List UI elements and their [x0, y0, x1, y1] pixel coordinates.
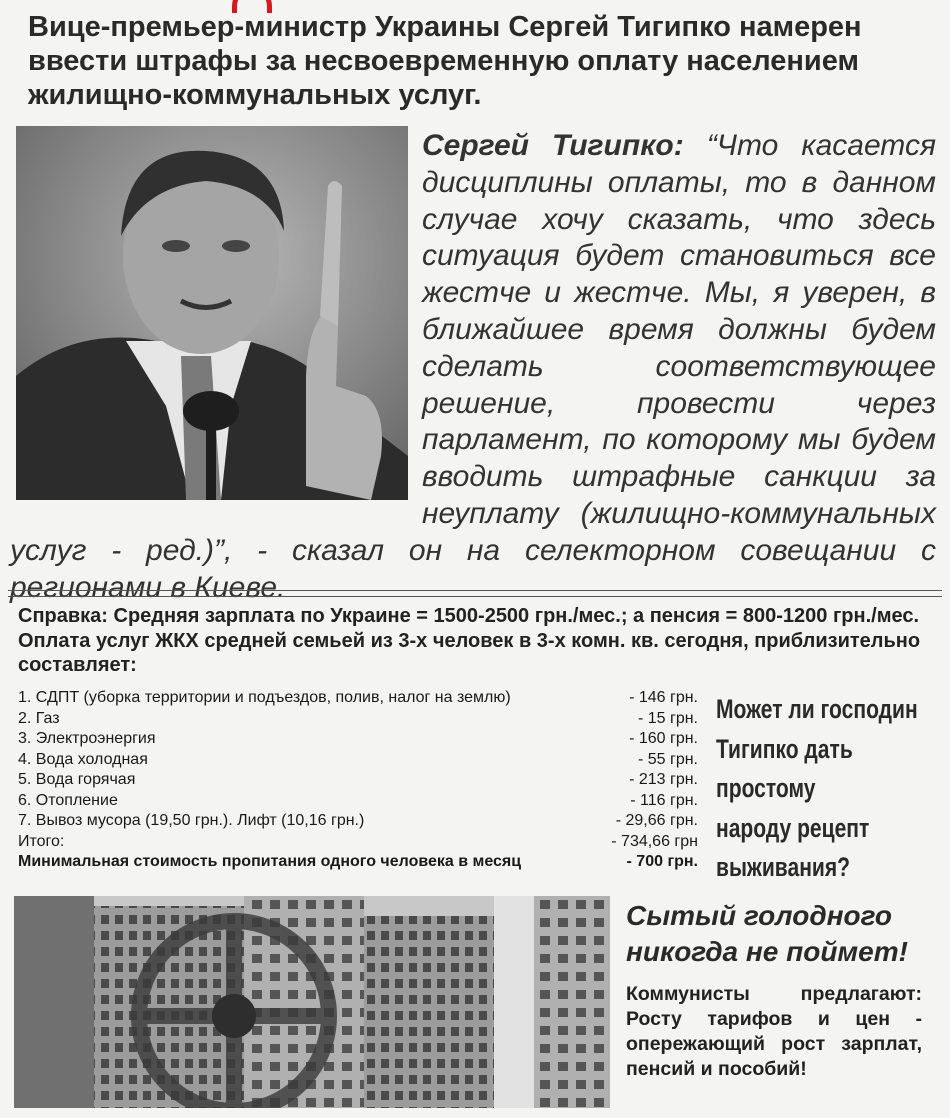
- cost-row: [18, 811, 700, 832]
- quote-block: [10, 128, 936, 606]
- cost-label: 2. Газ: [18, 709, 60, 727]
- food-cost-row: [18, 852, 700, 873]
- cost-row: [18, 709, 700, 730]
- cost-amount: - 15 грн.: [637, 709, 698, 727]
- headline: Вице-премьер-министр Украины Сергей Тигипко намерен ввести штрафы за несвоевременную оплату населением жилищно-коммунальных услуг.: [28, 11, 862, 111]
- quote-text: “Что касается дисциплины оплаты, то в данном случае хочу сказать, что здесь ситуация будет становиться все жестче и жестче. Мы, я уверен, в ближайшее время должны будем сделать соответствующее решение, провести через парламент, по которому мы будем вводить штрафные санкции за неуплату (жилищно-коммунальных услуг - ред.)”, - сказал он на селекторном совещании с регионами в Киеве.: [10, 129, 936, 604]
- cost-amount: - 213 грн.: [629, 771, 698, 788]
- cost-row: [18, 688, 700, 709]
- cost-label: 4. Вода холодная: [18, 750, 148, 768]
- cost-amount: - 146 грн.: [629, 689, 698, 706]
- cost-label: Минимальная стоимость пропитания одного человека в месяц: [18, 853, 522, 870]
- quote-author: Сергей Тигипко:: [422, 129, 684, 162]
- cost-amount: - 29,66 грн.: [615, 812, 698, 829]
- photo-apartment-buildings: [14, 896, 610, 1108]
- cost-row: [18, 770, 700, 791]
- utility-costs-list: [18, 688, 700, 873]
- cost-label: 5. Вода горячая: [18, 771, 136, 788]
- question-block: [716, 690, 950, 888]
- slogan: Сытый голодного никогда не поймет!: [626, 900, 908, 967]
- divider-line-bottom: [8, 596, 942, 597]
- question-line: Может ли господин: [716, 694, 918, 724]
- info-note: Справка: Средняя зарплата по Украине = 1500-2500 грн./мес.; а пенсия = 800-1200 грн./мес. Оплата услуг ЖКХ средней семьей из 3-х человек в 3-х комн. кв. сегодня, приблизительно составляет:: [18, 605, 921, 676]
- cost-label: 7. Вывоз мусора (19,50 грн.). Лифт (10,16 грн.): [18, 812, 365, 829]
- communists-appeal: Коммунисты предлагают: Росту тарифов и цен - опережающий рост зарплат, пенсий и пособий!: [626, 983, 922, 1080]
- question-line: народу рецепт: [716, 812, 870, 843]
- question-line: выживания?: [716, 852, 851, 882]
- cost-label: 6. Отопление: [18, 791, 118, 809]
- question-line: Тигипко дать: [716, 733, 853, 764]
- cost-amount: - 700 грн.: [626, 853, 698, 870]
- cost-label: Итого:: [18, 832, 65, 850]
- cost-row: [18, 729, 700, 750]
- cost-total-row: [18, 832, 700, 853]
- cost-amount: - 116 грн.: [630, 791, 698, 809]
- quote-photo-spacer: [10, 128, 422, 502]
- question-line: простому: [716, 773, 816, 803]
- cost-row: [18, 791, 700, 812]
- cost-label: 3. Электроэнергия: [18, 730, 156, 747]
- divider-line-top: [8, 590, 942, 591]
- cost-label: 1. СДПТ (уборка территории и подъездов, полив, налог на землю): [18, 689, 511, 706]
- cost-amount: - 160 грн.: [629, 730, 698, 747]
- cost-row: [18, 750, 700, 771]
- cost-amount: - 734,66 грн: [611, 832, 698, 850]
- cost-amount: - 55 грн.: [637, 750, 698, 768]
